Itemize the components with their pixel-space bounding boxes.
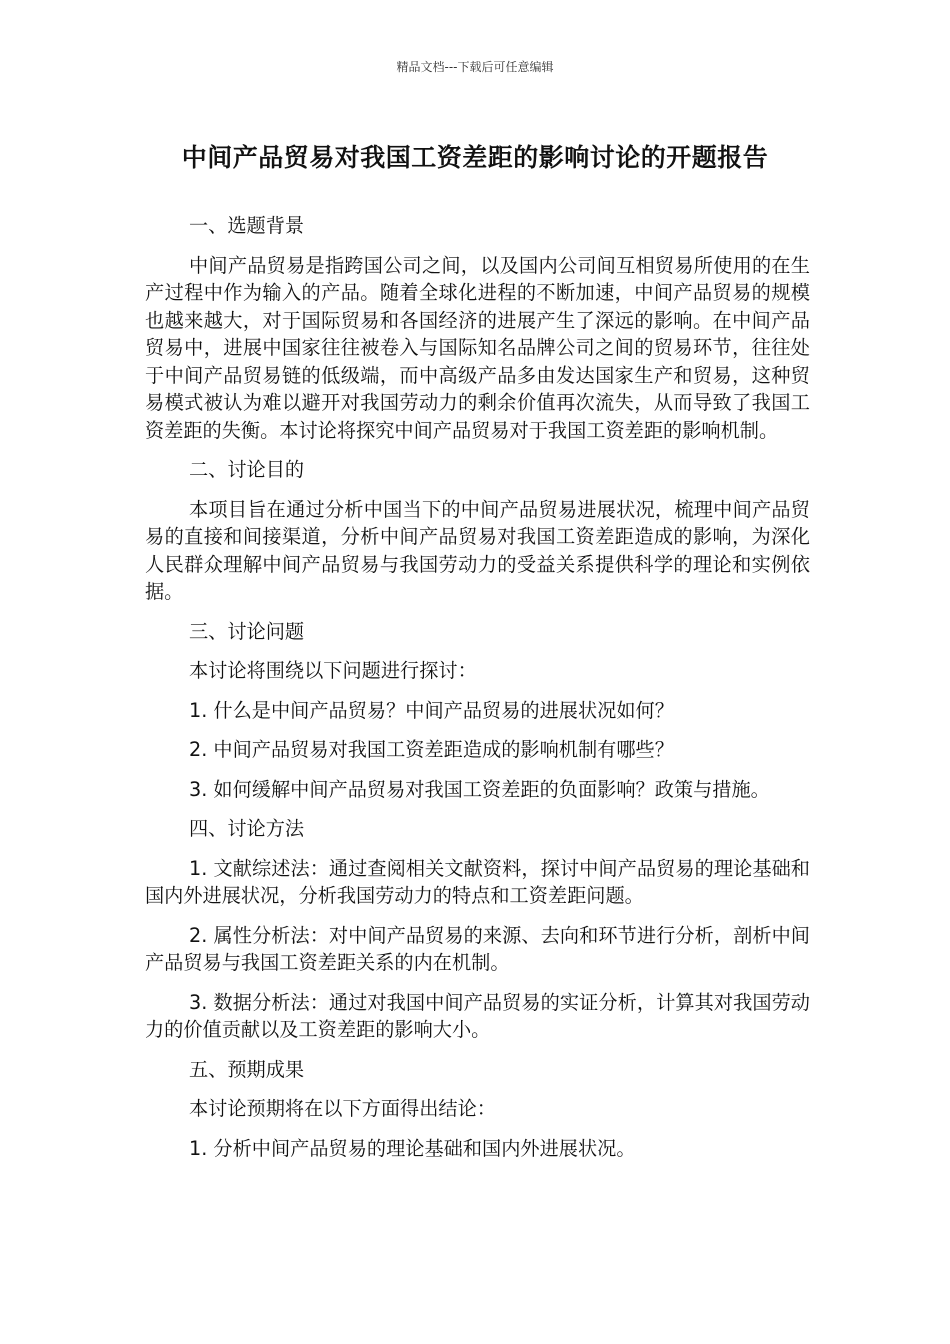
result-item: 1. 分析中间产品贸易的理论基础和国内外进展状况。 <box>189 1136 636 1160</box>
question-item: 1. 什么是中间产品贸易？中间产品贸易的进展状况如何？ <box>189 698 674 722</box>
page-header-watermark: 精品文档---下载后可任意编辑 <box>396 60 554 74</box>
background-paragraph: 中间产品贸易是指跨国公司之间，以及国内公司间互相贸易所使用的在生产过程中作为输入的产品。随着全球化进程的不断加速，中间产品贸易的规模也越来越大，对于国际贸易和各国经济的进展产生了深远的影响。在中间产品贸易中，进展中国家往往被卷入与国际知名品牌公司之间的贸易环节，往往处于中间产品贸易链的低级端，而中高级产品多由发达国家生产和贸易，这种贸易模式被认为难以避开对我国劳动力的剩余价值再次流失，从而导致了我国工资差距的失衡。本讨论将探究中间产品贸易对于我国工资差距的影响机制。 <box>145 253 810 442</box>
document-title: 中间产品贸易对我国工资差距的影响讨论的开题报告 <box>181 143 769 172</box>
method-item: 3. 数据分析法：通过对我国中间产品贸易的实证分析，计算其对我国劳动力的价值贡献以及工资差距的影响大小。 <box>145 990 810 1041</box>
purpose-paragraph: 本项目旨在通过分析中国当下的中间产品贸易进展状况，梳理中间产品贸易的直接和间接渠道，分析中间产品贸易对我国工资差距造成的影响，为深化人民群众理解中间产品贸易与我国劳动力的受益关系提供科学的理论和实例依据。 <box>145 497 810 603</box>
section-heading-methods: 四、讨论方法 <box>189 817 305 840</box>
method-item: 2. 属性分析法：对中间产品贸易的来源、去向和环节进行分析，剖析中间产品贸易与我国工资差距关系的内在机制。 <box>145 923 810 974</box>
document-body <box>145 212 810 1174</box>
section-heading-results: 五、预期成果 <box>189 1057 305 1081</box>
method-item: 1. 文献综述法：通过查阅相关文献资料，探讨中间产品贸易的理论基础和国内外进展状况，分析我国劳动力的特点和工资差距问题。 <box>145 856 810 907</box>
questions-intro: 本讨论将围绕以下问题进行探讨： <box>189 659 477 682</box>
results-intro: 本讨论预期将在以下方面得出结论： <box>189 1097 496 1120</box>
question-item: 2. 中间产品贸易对我国工资差距造成的影响机制有哪些？ <box>189 738 674 761</box>
section-heading-questions: 三、讨论问题 <box>189 619 305 643</box>
section-heading-background: 一、选题背景 <box>189 214 305 237</box>
question-item: 3. 如何缓解中间产品贸易对我国工资差距的负面影响？政策与措施。 <box>189 777 770 801</box>
section-heading-purpose: 二、讨论目的 <box>189 458 305 481</box>
